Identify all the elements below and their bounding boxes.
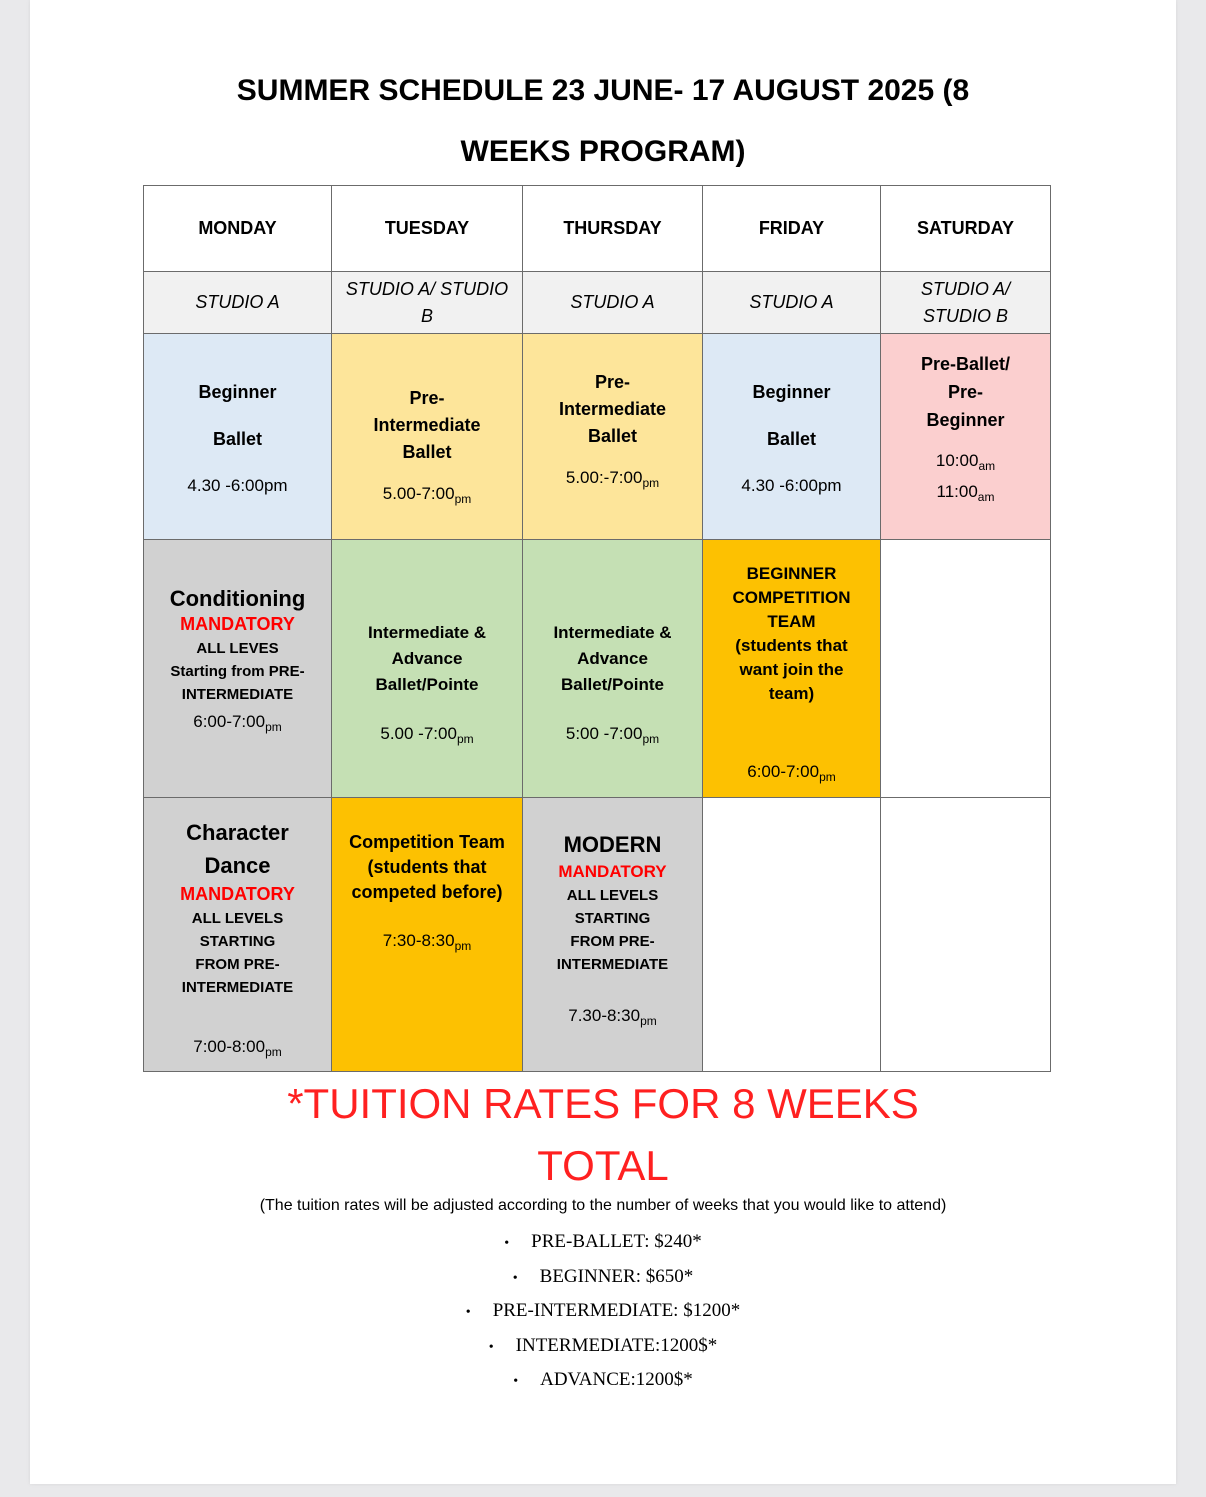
- studio-saturday: [881, 272, 1051, 334]
- empty-cell: [703, 798, 881, 1072]
- studio-monday: [144, 272, 332, 334]
- class-name: Advance: [577, 648, 648, 668]
- studio-label: STUDIO A: [749, 292, 834, 312]
- bullet-icon: •: [465, 1305, 471, 1320]
- class-detail: STARTING: [574, 910, 651, 927]
- class-name: Ballet: [587, 426, 638, 446]
- tuition-heading-line-1: *TUITION RATES FOR 8 WEEKS: [287, 1080, 919, 1127]
- rate-item: [30, 1369, 1176, 1404]
- class-name: Intermediate: [373, 415, 481, 435]
- class-monday-conditioning: [144, 540, 332, 798]
- class-time: $7.30-8:30_{pm}$: [568, 1006, 657, 1028]
- rate-text: BEGINNER: $650*: [539, 1265, 694, 1287]
- day-header-thursday: THURSDAY: [523, 186, 703, 272]
- class-name: Ballet: [766, 428, 817, 449]
- class-thursday-modern: [523, 798, 703, 1072]
- class-detail: ALL LEVELS: [566, 887, 659, 904]
- rate-item: [30, 1300, 1176, 1335]
- class-name: Character: [186, 820, 289, 845]
- class-name: Competition Team: [349, 832, 505, 852]
- day-header-monday: MONDAY: [144, 186, 332, 272]
- class-thursday-intermediate-advance: [523, 540, 703, 798]
- class-detail: INTERMEDIATE: [556, 956, 669, 973]
- class-detail: STARTING: [199, 933, 276, 950]
- class-detail: (students that: [735, 635, 848, 655]
- class-monday-character-dance: [144, 798, 332, 1072]
- class-time: 4.30 -6:00pm: [187, 475, 288, 495]
- class-tuesday-pre-intermediate-ballet: [332, 334, 523, 540]
- title-line-1: SUMMER SCHEDULE 23 JUNE- 17 AUGUST 2025 (8: [236, 74, 970, 107]
- class-detail: ALL LEVES: [196, 639, 279, 657]
- class-time: $5.00-7:00_{pm}$: [382, 484, 472, 506]
- day-header-row: [144, 186, 1051, 272]
- rate-item: [30, 1231, 1176, 1266]
- bullet-icon: •: [504, 1236, 510, 1251]
- day-header-friday: FRIDAY: [703, 186, 881, 272]
- class-name: Intermediate &: [553, 622, 672, 642]
- studio-label: B: [420, 305, 433, 326]
- class-detail: Starting from PRE-: [170, 662, 305, 680]
- class-name: Pre-: [594, 372, 630, 392]
- tuition-heading-line-2: TOTAL: [537, 1142, 669, 1189]
- class-tuesday-competition-team: [332, 798, 523, 1072]
- class-name: Beginner: [752, 381, 831, 402]
- class-saturday-pre-ballet: [881, 334, 1051, 540]
- class-name: Pre-Ballet/: [920, 353, 1011, 374]
- class-row-2: [144, 540, 1051, 798]
- day-header-tuesday: TUESDAY: [332, 186, 523, 272]
- class-detail: team): [768, 683, 815, 703]
- class-name: Advance: [391, 648, 463, 668]
- class-detail: competed before): [351, 882, 503, 902]
- rate-text: ADVANCE:1200$*: [540, 1369, 693, 1390]
- rate-text: PRE-INTERMEDIATE: $1200*: [492, 1300, 741, 1321]
- rate-text: INTERMEDIATE:1200$*: [515, 1334, 718, 1356]
- class-name: Beginner: [926, 409, 1005, 430]
- class-time: $5.00:-7:00_{pm}$: [565, 468, 660, 490]
- class-name: Pre-: [947, 381, 983, 402]
- studio-label: STUDIO A: [570, 292, 655, 312]
- tuition-heading: [30, 1078, 1176, 1192]
- class-name: Intermediate: [558, 399, 667, 419]
- mandatory-label: MANDATORY: [558, 862, 667, 881]
- class-time: $6:00-7:00_{pm}$: [193, 711, 282, 734]
- class-name: Conditioning: [169, 585, 306, 611]
- class-monday-beginner-ballet: [144, 334, 332, 540]
- mandatory-label: MANDATORY: [180, 884, 295, 904]
- class-time: 5.00 $-7:00_{pm}$: [380, 723, 474, 746]
- studio-label: STUDIO A/: [920, 278, 1011, 299]
- class-name: Ballet: [402, 442, 452, 462]
- bullet-icon: •: [488, 1339, 494, 1355]
- title-line-2: WEEKS PROGRAM): [460, 135, 746, 168]
- studio-label: STUDIO A: [195, 292, 280, 312]
- rate-text: PRE-BALLET: $240*: [531, 1231, 702, 1252]
- studio-friday: [703, 272, 881, 334]
- tuition-note: (The tuition rates will be adjusted according to the number of weeks that you would like to attend): [259, 1197, 947, 1214]
- class-name: Ballet/Pointe: [375, 674, 479, 694]
- studio-tuesday: [332, 272, 523, 334]
- studio-thursday: [523, 272, 703, 334]
- class-time: $6:00-7:00_{pm}$: [747, 761, 836, 784]
- empty-cell: [881, 798, 1051, 1072]
- class-name: Beginner: [198, 381, 277, 402]
- class-name: Intermediate &: [367, 622, 487, 642]
- class-name: BEGINNER: [746, 563, 837, 583]
- class-time: 4.30 -6:00pm: [741, 475, 842, 495]
- class-name: MODERN: [563, 832, 662, 857]
- rate-item: [30, 1266, 1176, 1301]
- studio-row: [144, 272, 1051, 334]
- class-detail: FROM PRE-: [195, 956, 280, 973]
- class-name: Pre-: [409, 388, 445, 408]
- page-title: [30, 60, 1176, 182]
- class-detail: INTERMEDIATE: [181, 685, 294, 703]
- class-time: 5:00 $-7:00_{pm}$: [565, 723, 660, 746]
- rate-item: [30, 1335, 1176, 1370]
- class-name: COMPETITION: [732, 587, 851, 607]
- class-thursday-pre-intermediate-ballet: [523, 334, 703, 540]
- class-time: $10:00_{am}$ $11:00_{am}$: [935, 450, 996, 504]
- class-row-1: [144, 334, 1051, 540]
- class-tuesday-intermediate-advance: [332, 540, 523, 798]
- bullet-icon: •: [513, 1374, 519, 1389]
- class-detail: ALL LEVELS: [191, 910, 284, 927]
- document-page: [30, 0, 1176, 1484]
- rates-list: [30, 1231, 1176, 1404]
- studio-label: STUDIO A/ STUDIO: [345, 278, 509, 299]
- class-name: Ballet/Pointe: [561, 674, 664, 694]
- class-time: $7:30-8:30_{pm}$: [382, 931, 472, 953]
- class-name: Dance: [204, 853, 271, 878]
- class-detail: want join the: [739, 659, 844, 679]
- class-detail: FROM PRE-: [570, 933, 655, 950]
- studio-label: STUDIO B: [922, 305, 1008, 326]
- class-friday-beginner-competition-team: [703, 540, 881, 798]
- class-row-3: [144, 798, 1051, 1072]
- class-name: TEAM: [767, 611, 816, 631]
- class-friday-beginner-ballet: [703, 334, 881, 540]
- class-detail: (students that: [367, 857, 487, 877]
- empty-cell: [881, 540, 1051, 798]
- mandatory-label: MANDATORY: [180, 613, 295, 634]
- bullet-icon: •: [512, 1270, 518, 1286]
- class-name: Ballet: [212, 428, 263, 449]
- class-time: $7:00-8:00_{pm}$: [193, 1037, 282, 1059]
- day-header-saturday: SATURDAY: [881, 186, 1051, 272]
- schedule-table: [143, 185, 1051, 1072]
- class-detail: INTERMEDIATE: [181, 979, 294, 996]
